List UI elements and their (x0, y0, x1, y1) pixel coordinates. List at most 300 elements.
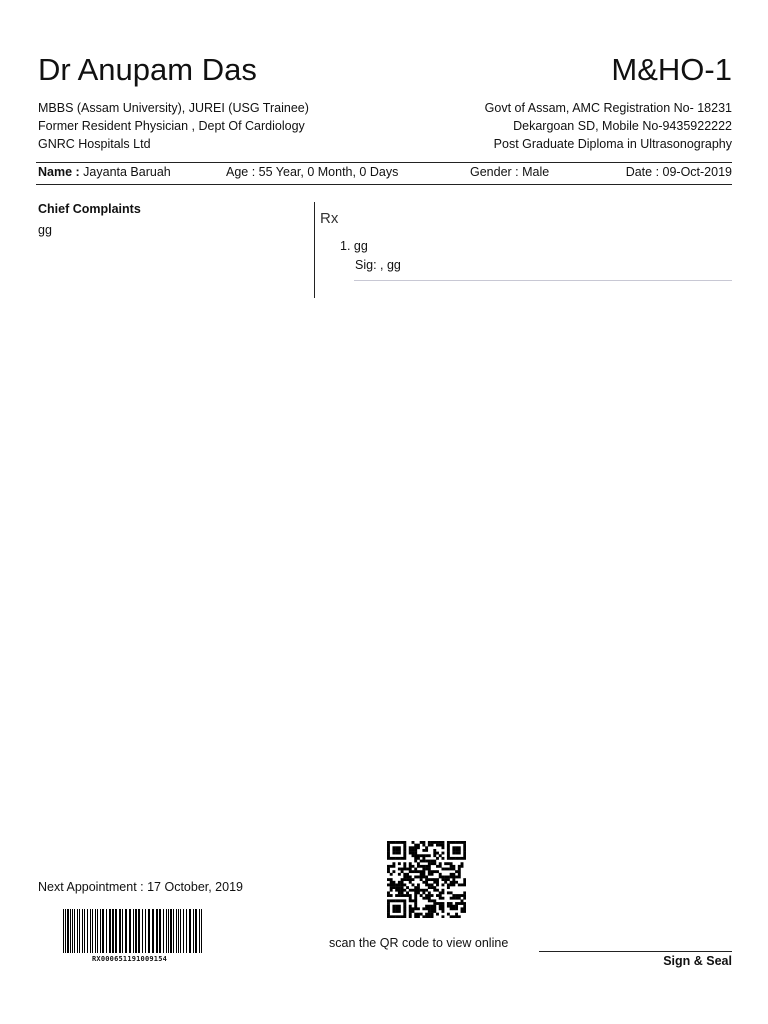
qr-module (458, 915, 461, 918)
qr-module (433, 854, 436, 857)
qr-module (387, 868, 390, 871)
qr-module (422, 889, 425, 892)
barcode-bar (180, 909, 181, 953)
qr-module (436, 894, 439, 897)
qr-module (387, 891, 390, 894)
qr-module (455, 897, 458, 900)
qr-module (401, 881, 404, 884)
qr-module (433, 881, 436, 884)
qr-module (420, 913, 423, 916)
qr-module (406, 873, 409, 876)
qr-module (414, 899, 417, 902)
qr-module (409, 899, 412, 902)
barcode-bar (92, 909, 93, 953)
section-divider (314, 202, 315, 298)
qr-module (403, 915, 406, 918)
qr-module (412, 878, 415, 881)
qr-module (412, 907, 415, 910)
qr-module (392, 899, 395, 902)
qr-module (414, 915, 417, 918)
qr-module (398, 905, 401, 908)
barcode-bar (148, 909, 150, 953)
qr-module (431, 910, 434, 913)
qr-module (439, 897, 442, 900)
qr-module (387, 907, 390, 910)
qr-module (398, 841, 401, 844)
qr-module (436, 870, 439, 873)
qr-module (395, 852, 398, 855)
qr-module (403, 899, 406, 902)
qr-module (428, 899, 431, 902)
qr-module (395, 905, 398, 908)
qr-module (387, 878, 390, 881)
qr-module (431, 862, 434, 865)
qr-module (441, 868, 444, 871)
registration-line: Dekargoan SD, Mobile No-9435922222 (513, 119, 732, 133)
qr-module (387, 844, 390, 847)
qr-module (390, 883, 393, 886)
qr-module (412, 852, 415, 855)
qr-module (425, 889, 428, 892)
qr-module (398, 873, 401, 876)
qr-module (414, 876, 417, 879)
qr-module (425, 905, 428, 908)
barcode-bar (100, 909, 101, 953)
qr-module (455, 846, 458, 849)
qr-module (441, 878, 444, 881)
qr-module (417, 865, 420, 868)
qr-module (463, 841, 466, 844)
barcode-bar (166, 909, 167, 953)
chief-complaints-title: Chief Complaints (38, 202, 141, 216)
qr-module (395, 841, 398, 844)
qr-module (401, 868, 404, 871)
qr-module (420, 876, 423, 879)
barcode-bar (195, 909, 197, 953)
qr-module (439, 907, 442, 910)
clinic-code: M&HO-1 (611, 52, 732, 87)
qr-module (428, 870, 431, 873)
qr-module (441, 883, 444, 886)
qr-module (422, 915, 425, 918)
qr-module (452, 894, 455, 897)
qr-module (412, 841, 415, 844)
qr-module (450, 907, 453, 910)
qr-module (414, 902, 417, 905)
qr-module (403, 905, 406, 908)
qr-module (461, 862, 464, 865)
qr-module (417, 915, 420, 918)
qr-module (395, 894, 398, 897)
qr-module (392, 841, 395, 844)
qr-module (452, 868, 455, 871)
qr-module (401, 889, 404, 892)
chief-complaints-text: gg (38, 223, 52, 237)
qr-module (417, 889, 420, 892)
qr-module (450, 902, 453, 905)
qr-module (428, 865, 431, 868)
qr-module (403, 857, 406, 860)
barcode-bar (163, 909, 164, 953)
barcode-bar (168, 909, 169, 953)
qr-module (428, 883, 431, 886)
qr-module (403, 846, 406, 849)
qr-module (412, 870, 415, 873)
qr-module (390, 857, 393, 860)
rx-title: Rx (320, 210, 339, 227)
qr-module (431, 905, 434, 908)
qr-module (412, 854, 415, 857)
qr-module (409, 915, 412, 918)
qr-module (420, 854, 423, 857)
qr-module (428, 841, 431, 844)
qr-module (450, 862, 453, 865)
qr-module (387, 841, 390, 844)
qr-module (422, 881, 425, 884)
qr-module (461, 841, 464, 844)
qr-module (452, 881, 455, 884)
qr-module (425, 907, 428, 910)
qr-module (392, 865, 395, 868)
qr-module (463, 883, 466, 886)
qr-module (431, 878, 434, 881)
qr-module (447, 902, 450, 905)
qr-module (420, 870, 423, 873)
qr-module (461, 910, 464, 913)
qr-module (458, 883, 461, 886)
qr-module (428, 873, 431, 876)
qr-module (414, 857, 417, 860)
qualification-line: GNRC Hospitals Ltd (38, 137, 151, 151)
qr-module (452, 878, 455, 881)
qr-module (428, 897, 431, 900)
qr-module (441, 907, 444, 910)
qr-module (409, 889, 412, 892)
qr-module (428, 886, 431, 889)
qr-module (392, 862, 395, 865)
qr-module (428, 860, 431, 863)
qr-module (461, 865, 464, 868)
qr-module (455, 849, 458, 852)
barcode-bar (201, 909, 202, 953)
qr-module (441, 891, 444, 894)
qr-module (431, 873, 434, 876)
qr-module (390, 881, 393, 884)
qr-module (458, 846, 461, 849)
qr-module (417, 886, 420, 889)
qr-module (447, 862, 450, 865)
qr-module (436, 841, 439, 844)
qr-module (450, 881, 453, 884)
qr-module (436, 889, 439, 892)
qr-module (403, 852, 406, 855)
qr-module (458, 902, 461, 905)
qr-module (398, 889, 401, 892)
signature-line (539, 951, 732, 952)
qr-module (403, 913, 406, 916)
qr-module (420, 878, 423, 881)
qr-module (439, 854, 442, 857)
qr-module (455, 907, 458, 910)
qr-module (452, 841, 455, 844)
qr-module (455, 870, 458, 873)
qr-module (444, 878, 447, 881)
qr-module (461, 857, 464, 860)
qr-module (431, 870, 434, 873)
qr-module (422, 897, 425, 900)
qr-module (422, 849, 425, 852)
barcode-bar (102, 909, 104, 953)
qr-module (447, 876, 450, 879)
qr-module (390, 873, 393, 876)
qr-module (450, 876, 453, 879)
qr-module (422, 876, 425, 879)
qr-module (406, 894, 409, 897)
qr-module (401, 883, 404, 886)
qr-module (452, 865, 455, 868)
qr-module (425, 849, 428, 852)
header-divider-top (36, 162, 732, 163)
qr-module (401, 886, 404, 889)
qr-module (439, 876, 442, 879)
qr-module (398, 910, 401, 913)
qr-module (392, 915, 395, 918)
qr-module (387, 905, 390, 908)
qr-module (433, 902, 436, 905)
qr-module (439, 865, 442, 868)
barcode-bar (156, 909, 158, 953)
qr-module (431, 899, 434, 902)
qr-module (414, 891, 417, 894)
barcode-bar (183, 909, 184, 953)
qr-module (436, 865, 439, 868)
qr-module (414, 860, 417, 863)
qr-module (463, 881, 466, 884)
qr-module (409, 870, 412, 873)
qr-module (414, 868, 417, 871)
qr-module (406, 876, 409, 879)
rx-separator (354, 280, 732, 281)
qr-module (398, 846, 401, 849)
qr-module (390, 865, 393, 868)
qr-module (433, 878, 436, 881)
qr-module (387, 910, 390, 913)
qr-module (414, 854, 417, 857)
barcode-bar (125, 909, 127, 953)
qr-module (395, 915, 398, 918)
barcode-bar (70, 909, 71, 953)
qr-module (387, 883, 390, 886)
qr-module (450, 868, 453, 871)
qr-module (436, 902, 439, 905)
qr-module (450, 857, 453, 860)
qr-module (428, 905, 431, 908)
qr-module (409, 881, 412, 884)
qr-module (395, 849, 398, 852)
qr-module (458, 857, 461, 860)
qr-module (428, 868, 431, 871)
qr-module (455, 841, 458, 844)
qr-module (414, 886, 417, 889)
qr-module (392, 910, 395, 913)
qr-module (403, 865, 406, 868)
qr-module (414, 907, 417, 910)
qr-module (398, 915, 401, 918)
qr-module (392, 905, 395, 908)
qr-module (441, 841, 444, 844)
qr-module (422, 868, 425, 871)
qr-module (439, 905, 442, 908)
qr-module (463, 910, 466, 913)
qr-module (452, 852, 455, 855)
qr-module (452, 883, 455, 886)
qr-module (390, 878, 393, 881)
qr-module (441, 910, 444, 913)
qr-module (417, 913, 420, 916)
qr-module (433, 910, 436, 913)
qr-module (463, 878, 466, 881)
qr-module (447, 913, 450, 916)
qr-module (441, 852, 444, 855)
qr-module (409, 897, 412, 900)
qr-module (414, 889, 417, 892)
qr-module (412, 849, 415, 852)
barcode-bar (95, 909, 96, 953)
qr-module (412, 899, 415, 902)
qr-module (414, 905, 417, 908)
qr-module (409, 913, 412, 916)
qr-module (395, 886, 398, 889)
qr-module (392, 849, 395, 852)
registration-line: Post Graduate Diploma in Ultrasonography (493, 137, 732, 151)
qr-module (417, 862, 420, 865)
barcode-bar (152, 909, 154, 953)
qr-caption: scan the QR code to view online (329, 936, 509, 950)
qr-module (417, 883, 420, 886)
qr-module (428, 878, 431, 881)
qr-module (450, 897, 453, 900)
barcode-bar (178, 909, 179, 953)
barcode-bar (159, 909, 161, 953)
qr-module (392, 857, 395, 860)
qr-module (403, 862, 406, 865)
qr-module (461, 907, 464, 910)
qr-module (463, 902, 466, 905)
qr-module (425, 865, 428, 868)
qr-module (463, 891, 466, 894)
barcode-icon (63, 909, 205, 959)
qr-module (401, 857, 404, 860)
qr-module (414, 894, 417, 897)
qr-module (452, 907, 455, 910)
qr-module (458, 870, 461, 873)
qr-module (390, 841, 393, 844)
barcode-bar (82, 909, 83, 953)
qr-module (439, 873, 442, 876)
barcode-bar (199, 909, 200, 953)
qr-module (395, 899, 398, 902)
qr-module (387, 849, 390, 852)
qr-module (422, 854, 425, 857)
barcode-bar (63, 909, 64, 953)
qr-module (401, 870, 404, 873)
qr-module (409, 907, 412, 910)
qr-module (463, 907, 466, 910)
doctor-registration (485, 99, 732, 153)
qr-module (417, 891, 420, 894)
qr-module (461, 894, 464, 897)
qr-module (450, 891, 453, 894)
qr-module (458, 849, 461, 852)
qr-module (392, 870, 395, 873)
qr-module (390, 915, 393, 918)
qr-module (441, 844, 444, 847)
qr-module (425, 881, 428, 884)
qr-module (414, 849, 417, 852)
qr-module (422, 907, 425, 910)
qr-module (444, 876, 447, 879)
barcode-bar (90, 909, 91, 953)
qr-module (433, 905, 436, 908)
qr-module (425, 876, 428, 879)
barcode-bar (176, 909, 177, 953)
qr-module (422, 860, 425, 863)
qr-module (398, 868, 401, 871)
qr-module (387, 894, 390, 897)
qr-module (387, 846, 390, 849)
qr-module (441, 905, 444, 908)
barcode-bar (67, 909, 69, 953)
qr-module (461, 902, 464, 905)
qr-module (395, 857, 398, 860)
qr-module (447, 868, 450, 871)
qr-module (447, 878, 450, 881)
qr-module (441, 889, 444, 892)
qr-module (403, 902, 406, 905)
qr-module (409, 876, 412, 879)
qr-module (387, 857, 390, 860)
barcode-bar (142, 909, 143, 953)
qr-module (387, 870, 390, 873)
qr-module (428, 894, 431, 897)
qr-module (403, 878, 406, 881)
qr-module (458, 865, 461, 868)
qr-module (428, 907, 431, 910)
qr-module (452, 849, 455, 852)
qr-module (406, 878, 409, 881)
qr-module (447, 854, 450, 857)
patient-gender: Gender : Male (470, 165, 550, 179)
qr-module (420, 860, 423, 863)
qr-module (463, 897, 466, 900)
qr-module (447, 846, 450, 849)
qr-module (398, 907, 401, 910)
qr-module (401, 891, 404, 894)
qr-module (439, 841, 442, 844)
qr-module (398, 886, 401, 889)
qr-module (428, 910, 431, 913)
qr-module (439, 862, 442, 865)
qr-module (403, 841, 406, 844)
qr-module (433, 870, 436, 873)
qr-module (450, 883, 453, 886)
qr-module (409, 862, 412, 865)
barcode-bar (65, 909, 66, 953)
qr-module (463, 852, 466, 855)
qr-module (452, 897, 455, 900)
qr-module (441, 915, 444, 918)
qr-module (409, 846, 412, 849)
